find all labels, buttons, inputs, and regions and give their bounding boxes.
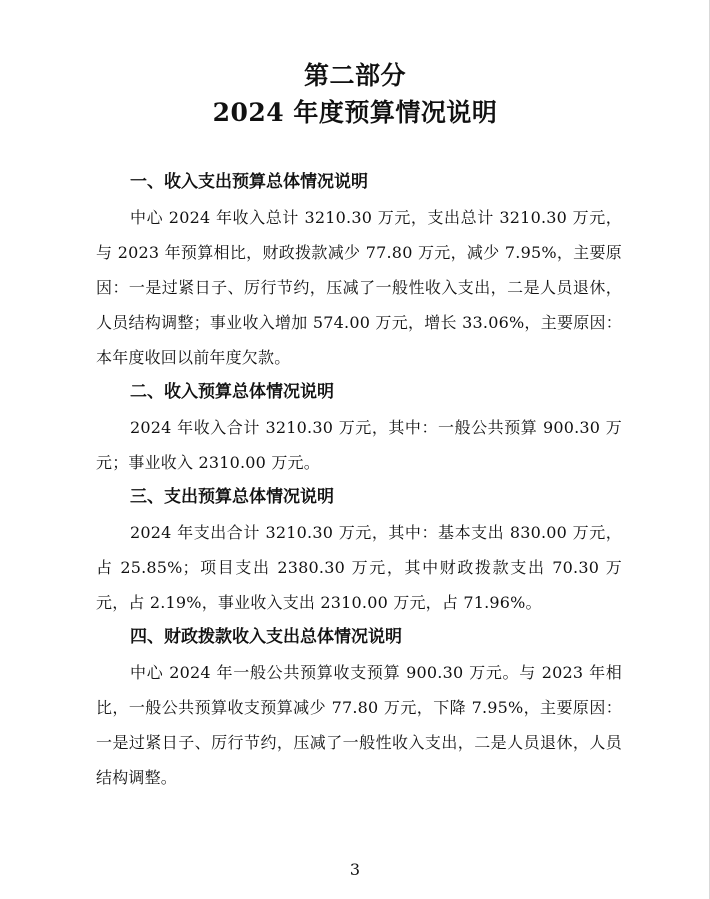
section-heading: 一、收入支出预算总体情况说明 (130, 172, 368, 192)
section-paragraph: 2024 年支出合计 3210.30 万元，其中：基本支出 830.00 万元，占 25.85%；项目支出 2380.30 万元，其中财政拨款支出 70.30 万元，占 2.19%，事业收入支出 2310.00 万元，占 71.96%。 (96, 523, 622, 612)
section-fiscal-appropriation (96, 620, 622, 795)
page-number: 3 (349, 860, 361, 879)
document-body (96, 165, 622, 795)
section-expense-budget (96, 480, 622, 620)
section-paragraph: 2024 年收入合计 3210.30 万元，其中：一般公共预算 900.30 万元；事业收入 2310.00 万元。 (96, 418, 622, 472)
section-heading: 四、财政拨款收入支出总体情况说明 (130, 627, 402, 647)
section-paragraph: 中心 2024 年一般公共预算收支预算 900.30 万元。与 2023 年相比，一般公共预算收支预算减少 77.80 万元，下降 7.95%，主要原因：一是过紧日子、厉行节约，压减了一般性收入支出，二是人员退休，人员结构调整。 (96, 663, 622, 787)
section-income-expense-overview (96, 165, 622, 375)
section-heading: 三、支出预算总体情况说明 (130, 487, 334, 507)
section-heading: 二、收入预算总体情况说明 (130, 382, 334, 402)
report-title: 2024 年度预算情况说明 (212, 98, 498, 127)
section-income-budget (96, 375, 622, 480)
part-title: 第二部分 (303, 61, 406, 90)
section-paragraph: 中心 2024 年收入总计 3210.30 万元，支出总计 3210.30 万元，与 2023 年预算相比，财政拨款减少 77.80 万元，减少 7.95%，主要原因：一是过紧日子、厉行节约，压减了一般性收入支出，二是人员退休，人员结构调整；事业收入增加 574.00 万元，增长 33.06%，主要原因：本年度收回以前年度欠款。 (96, 208, 622, 367)
